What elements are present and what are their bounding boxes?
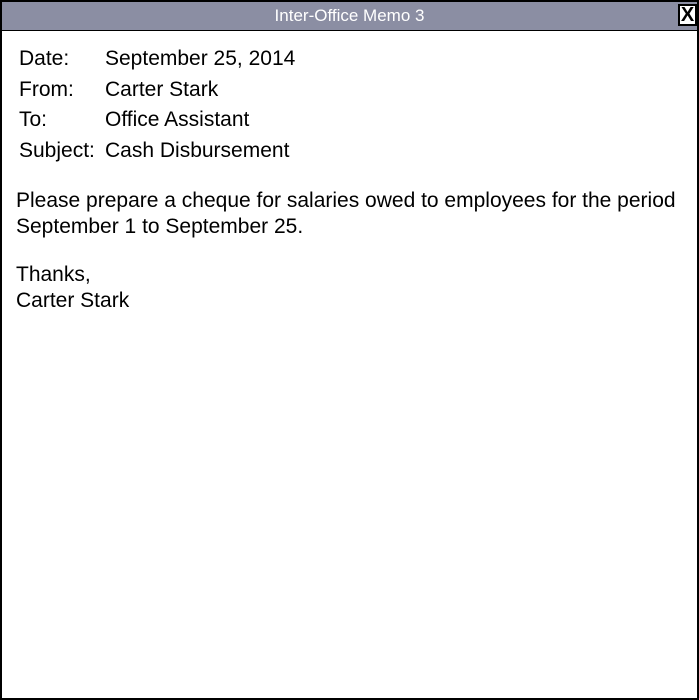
subject-value: Cash Disbursement <box>105 138 290 162</box>
header-row-date <box>19 44 295 75</box>
date-value: September 25, 2014 <box>105 47 296 70</box>
from-value: Carter Stark <box>105 77 219 101</box>
to-value: Office Assistant <box>105 108 250 131</box>
header-row-to <box>19 105 295 136</box>
memo-signature: Carter Stark <box>16 289 130 312</box>
header-row-from <box>19 75 295 106</box>
from-label: From: <box>19 77 74 101</box>
close-button[interactable]: X <box>678 4 697 26</box>
to-label: To: <box>19 108 48 131</box>
memo-message: Please prepare a cheque for salaries owed to employees for the period September 1 to September 25. <box>16 189 676 238</box>
subject-label: Subject: <box>19 138 95 162</box>
header-row-subject <box>19 136 295 167</box>
memo-signoff <box>16 262 676 314</box>
memo-headers <box>19 44 295 166</box>
window-title: Inter-Office Memo 3 <box>274 6 425 25</box>
memo-closing: Thanks, <box>16 263 91 286</box>
memo-body <box>16 188 676 314</box>
date-label: Date: <box>19 47 70 70</box>
title-bar <box>2 2 697 31</box>
